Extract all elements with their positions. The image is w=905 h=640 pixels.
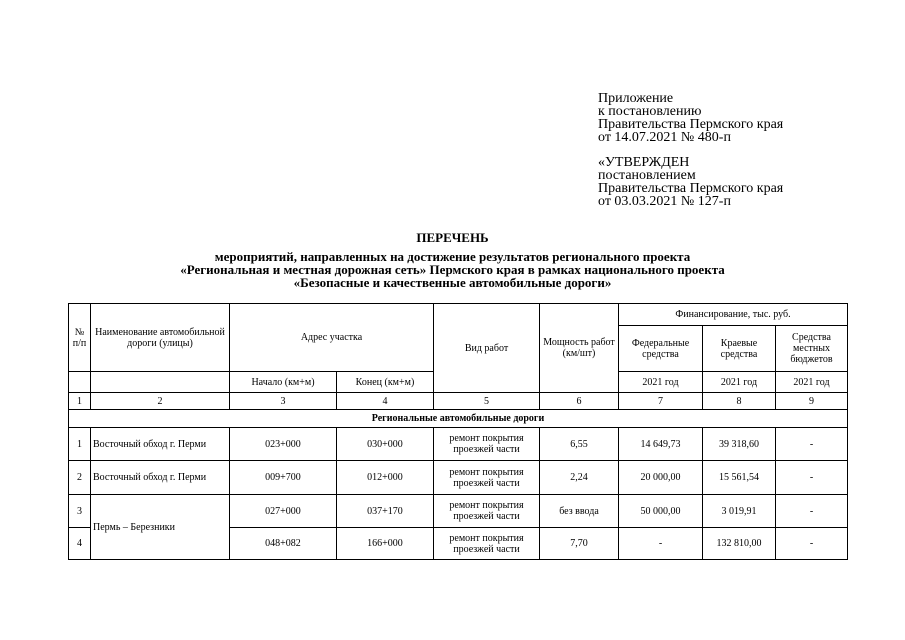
appendix-line: Правительства Пермского края: [598, 117, 784, 132]
cell-regional: 132 810,00: [703, 528, 776, 560]
cell-start: 048+082: [230, 528, 337, 560]
header-federal: Федеральные средства: [619, 326, 703, 372]
header-financing: Финансирование, тыс. руб.: [619, 304, 848, 326]
col-number: 2: [91, 393, 230, 410]
header-start: Начало (км+м): [230, 372, 337, 393]
cell-end: 030+000: [337, 428, 434, 461]
cell-local: -: [776, 461, 848, 495]
header-road: Наименование автомобильной дороги (улицы): [91, 304, 230, 372]
cell-work: ремонт покрытия проезжей части: [434, 461, 540, 495]
header-year-regional: 2021 год: [703, 372, 776, 393]
cell-road: Пермь – Березники: [91, 495, 230, 560]
cell-capacity: 2,24: [540, 461, 619, 495]
document-title: ПЕРЕЧЕНЬ: [416, 230, 489, 245]
cell-start: 027+000: [230, 495, 337, 528]
col-number: 3: [230, 393, 337, 410]
cell-start: 023+000: [230, 428, 337, 461]
col-number: 8: [703, 393, 776, 410]
cell-capacity: 6,55: [540, 428, 619, 461]
cell-regional: 39 318,60: [703, 428, 776, 461]
cell-end: 166+000: [337, 528, 434, 560]
section-header: Региональные автомобильные дороги: [69, 410, 848, 428]
cell-local: -: [776, 495, 848, 528]
appendix-line: к постановлению: [598, 104, 702, 119]
header-num: № п/п: [69, 304, 91, 372]
appendix-line: Приложение: [598, 91, 674, 106]
cell-work: ремонт покрытия проезжей части: [434, 528, 540, 560]
subtitle-line: «Региональная и местная дорожная сеть» Пермского края в рамках национального проекта: [180, 262, 725, 277]
cell-road: Восточный обход г. Перми: [91, 461, 230, 495]
cell-road: Восточный обход г. Перми: [91, 428, 230, 461]
col-number: 5: [434, 393, 540, 410]
cell-start: 009+700: [230, 461, 337, 495]
table-row: [69, 428, 848, 461]
cell-end: 037+170: [337, 495, 434, 528]
cell-capacity: без ввода: [540, 495, 619, 528]
cell-local: -: [776, 528, 848, 560]
header-regional: Краевые средства: [703, 326, 776, 372]
header-road-empty: [91, 372, 230, 393]
header-num-empty: [69, 372, 91, 393]
header-address: Адрес участка: [230, 304, 434, 372]
cell-regional: 3 019,91: [703, 495, 776, 528]
header-work: Вид работ: [434, 304, 540, 393]
approved-note: [598, 156, 783, 208]
cell-capacity: 7,70: [540, 528, 619, 560]
table-row: [69, 461, 848, 495]
cell-federal: 14 649,73: [619, 428, 703, 461]
cell-local: -: [776, 428, 848, 461]
cell-work: ремонт покрытия проезжей части: [434, 428, 540, 461]
cell-federal: 20 000,00: [619, 461, 703, 495]
cell-federal: 50 000,00: [619, 495, 703, 528]
col-number: 6: [540, 393, 619, 410]
table-row: [69, 495, 848, 528]
header-end: Конец (км+м): [337, 372, 434, 393]
col-number: 4: [337, 393, 434, 410]
cell-num: 3: [69, 495, 91, 528]
cell-work: ремонт покрытия проезжей части: [434, 495, 540, 528]
subtitle-line: «Безопасные и качественные автомобильные дороги»: [293, 275, 612, 290]
cell-federal: -: [619, 528, 703, 560]
cell-num: 2: [69, 461, 91, 495]
cell-num: 4: [69, 528, 91, 560]
appendix-note: [598, 92, 783, 144]
cell-num: 1: [69, 428, 91, 461]
approved-line: «УТВЕРЖДЕН: [598, 155, 690, 170]
header-year-federal: 2021 год: [619, 372, 703, 393]
header-year-local: 2021 год: [776, 372, 848, 393]
header-capacity: Мощность работ (км/шт): [540, 304, 619, 393]
approved-line: Правительства Пермского края: [598, 181, 784, 196]
cell-regional: 15 561,54: [703, 461, 776, 495]
cell-end: 012+000: [337, 461, 434, 495]
col-number: 7: [619, 393, 703, 410]
appendix-line: от 14.07.2021 № 480-п: [598, 130, 731, 145]
col-number: 1: [69, 393, 91, 410]
approved-line: от 03.03.2021 № 127-п: [598, 194, 731, 209]
col-number: 9: [776, 393, 848, 410]
measures-table: [68, 303, 848, 560]
approved-line: постановлением: [598, 168, 696, 183]
document-subtitle: [0, 250, 905, 289]
subtitle-line: мероприятий, направленных на достижение результатов регионального проекта: [214, 249, 691, 264]
header-local: Средства местных бюджетов: [776, 326, 848, 372]
